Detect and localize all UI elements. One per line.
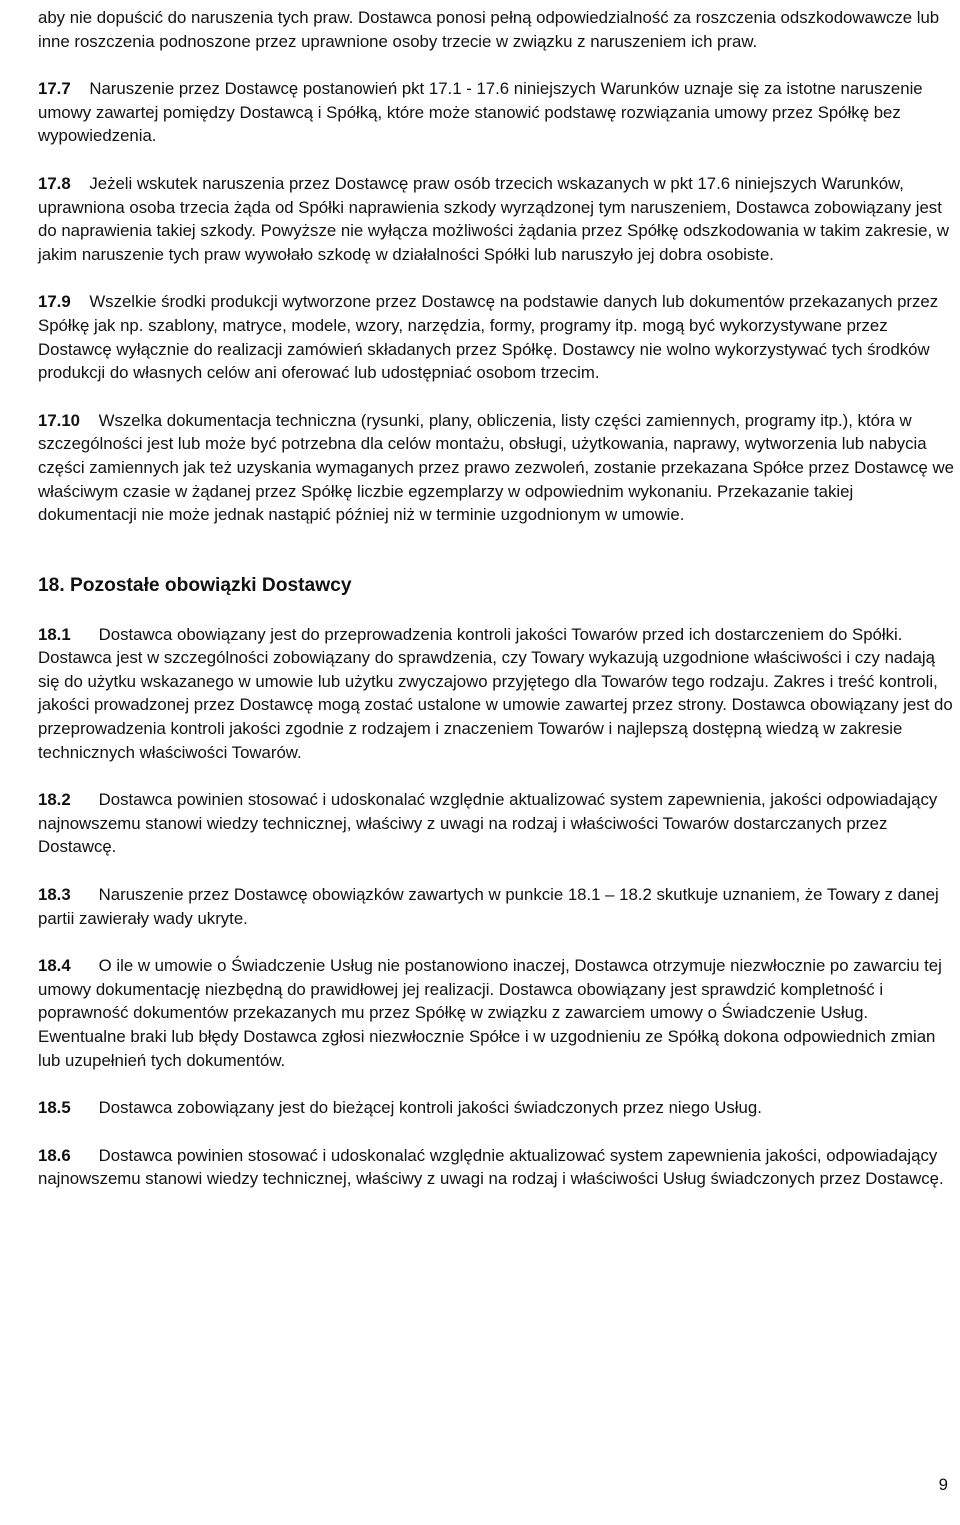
clause-number-minor: 2 xyxy=(61,790,71,810)
clause-number-major: 18. xyxy=(38,956,62,976)
clause-number-major: 17. xyxy=(38,173,62,193)
spacer xyxy=(38,266,956,290)
clause-18-6 xyxy=(38,1144,956,1191)
clause-17-9 xyxy=(38,290,956,384)
clause-text: O ile w umowie o Świadczenie Usług nie postanowiono inaczej, Dostawca otrzymuje niezwłocznie po zawarciu tej umowy dokumentację niezbędną do prawidłowej jej realizacji. Dostawca obowiązany jest sprawdzić kompletność i poprawność dokumentów przekazanych mu przez Spółkę w związku z zawarciem umowy o Świadczenie Usług. Ewentualne braki lub błędy Dostawca zgłosi niezwłocznie Spółce i w uzgodnieniu ze Spółką dokona odpowiednich zmian lub uzupełnień tych dokumentów. xyxy=(38,956,942,1070)
intro-paragraph: aby nie dopuścić do naruszenia tych praw. Dostawca ponosi pełną odpowiedzialność za roszczenia odszkodowawcze lub inne roszczenia podnoszone przez uprawnione osoby trzecie w związku z naruszeniem ich praw. xyxy=(38,8,940,51)
clause-text: Dostawca powinien stosować i udoskonalać względnie aktualizować system zapewnienia, jakości odpowiadający najnowszemu stanowi wiedzy technicznej, właściwy z uwagi na rodzaj i właściwości Towarów dostarczanych przez Dostawcę. xyxy=(38,790,938,857)
clause-number-major: 18. xyxy=(38,1098,62,1118)
clause-number-minor: 9 xyxy=(61,292,71,312)
spacer xyxy=(38,527,956,573)
clause-number-minor: 1 xyxy=(61,624,71,644)
clause-number-major: 18. xyxy=(38,885,62,905)
document-page xyxy=(38,6,956,1191)
clause-17-10 xyxy=(38,409,956,527)
clause-18-1 xyxy=(38,623,956,765)
page-number: 9 xyxy=(938,1475,948,1494)
clause-text: Dostawca zobowiązany jest do bieżącej kontroli jakości świadczonych przez niego Usług. xyxy=(98,1098,762,1118)
spacer xyxy=(38,930,956,954)
clause-number-major: 18. xyxy=(38,624,62,644)
clause-text: Dostawca obowiązany jest do przeprowadzenia kontroli jakości Towarów przed ich dostarczeniem do Spółki. Dostawca jest w szczególności zobowiązany do sprawdzenia, czy Towary wykazują uzgodnione właściwości i czy nadają się do użytku wskazanego w umowie lub użytku zwyczajowo przyjętego dla Towarów tego rodzaju. Zakres i treść kontroli, jakości prowadzonej przez Dostawcę mogą zostać ustalone w umowie zawartej przez strony. Dostawca obowiązany jest do przeprowadzenia kontroli jakości zgodnie z rodzajem i znaczeniem Towarów i najlepszą dostępną wiedzą w zakresie technicznych właściwości Towarów. xyxy=(38,624,953,762)
spacer xyxy=(38,385,956,409)
clause-number-minor: 5 xyxy=(61,1098,71,1118)
spacer xyxy=(38,148,956,172)
clause-number-minor: 6 xyxy=(61,1145,71,1165)
spacer xyxy=(38,53,956,77)
clause-text: Naruszenie przez Dostawcę obowiązków zawartych w punkcie 18.1 – 18.2 skutkuje uznaniem, że Towary z danej partii zawierały wady ukryte. xyxy=(38,885,939,928)
spacer xyxy=(38,859,956,883)
clause-number-major: 17. xyxy=(38,410,62,430)
spacer xyxy=(38,599,956,623)
clause-number-minor: 3 xyxy=(61,885,71,905)
spacer xyxy=(38,764,956,788)
clause-number-major: 18. xyxy=(38,790,62,810)
clause-18-2 xyxy=(38,788,956,859)
clause-number-major: 17. xyxy=(38,79,62,99)
spacer xyxy=(38,1072,956,1096)
spacer xyxy=(38,1120,956,1144)
clause-text: Wszelkie środki produkcji wytworzone przez Dostawcę na podstawie danych lub dokumentów przekazanych przez Spółkę jak np. szablony, matryce, modele, wzory, narzędzia, formy, programy itp. mogą być wykorzystywane przez Dostawcę wyłącznie do realizacji zamówień składanych przez Spółkę. Dostawcy nie wolno wykorzystywać tych środków produkcji do własnych celów ani oferować lub udostępniać osobom trzecim. xyxy=(38,292,939,383)
clause-text: Dostawca powinien stosować i udoskonalać względnie aktualizować system zapewnienia jakości, odpowiadający najnowszemu stanowi wiedzy technicznej, właściwy z uwagi na rodzaj i właściwości Usług świadczonych przez Dostawcę. xyxy=(38,1145,944,1189)
clause-number-minor: 4 xyxy=(61,956,71,976)
clause-17-8 xyxy=(38,172,956,266)
clause-number-major: 17. xyxy=(38,292,62,312)
clause-18-4 xyxy=(38,954,956,1072)
clause-number-major: 18. xyxy=(38,1145,62,1165)
clause-number-minor: 10 xyxy=(61,410,81,430)
section-heading-18: 18. Pozostałe obowiązki Dostawcy xyxy=(38,574,352,596)
clause-text: Naruszenie przez Dostawcę postanowień pkt 17.1 - 17.6 niniejszych Warunków uznaje się za istotne naruszenie umowy zawartej pomiędzy Dostawcą i Spółką, które może stanowić podstawę rozwiązania umowy przez Spółkę bez wypowiedzenia. xyxy=(38,79,923,146)
clause-17-7 xyxy=(38,77,956,148)
clause-18-3 xyxy=(38,883,956,930)
clause-text: Jeżeli wskutek naruszenia przez Dostawcę praw osób trzecich wskazanych w pkt 17.6 niniejszych Warunków, uprawniona osoba trzecia żąda od Spółki naprawienia szkody wyrządzonej tym naruszeniem, Dostawca zobowiązany jest do naprawienia takiej szkody. Powyższe nie wyłącza możliwości żądania przez Spółkę odszkodowania w takim zakresie, w jakim naruszenie tych praw wywołało szkodę w działalności Spółki lub naruszyło jej dobra osobiste. xyxy=(38,173,949,264)
clause-text: Wszelka dokumentacja techniczna (rysunki, plany, obliczenia, listy części zamiennych, programy itp.), która w szczególności jest lub może być potrzebna dla celów montażu, obsługi, użytkowania, naprawy, wytworzenia lub nabycia części zamiennych jak też uzyskania wymaganych przez prawo zezwoleń, zostanie przekazana Spółce przez Dostawcę we właściwym czasie w żądanej przez Spółkę liczbie egzemplarzy w odpowiednim wykonaniu. Przekazanie takiej dokumentacji nie może jednak nastąpić później niż w terminie uzgodnionym w umowie. xyxy=(38,410,954,525)
clause-18-5 xyxy=(38,1096,956,1120)
clause-number-minor: 7 xyxy=(61,79,71,99)
clause-number-minor: 8 xyxy=(61,173,71,193)
